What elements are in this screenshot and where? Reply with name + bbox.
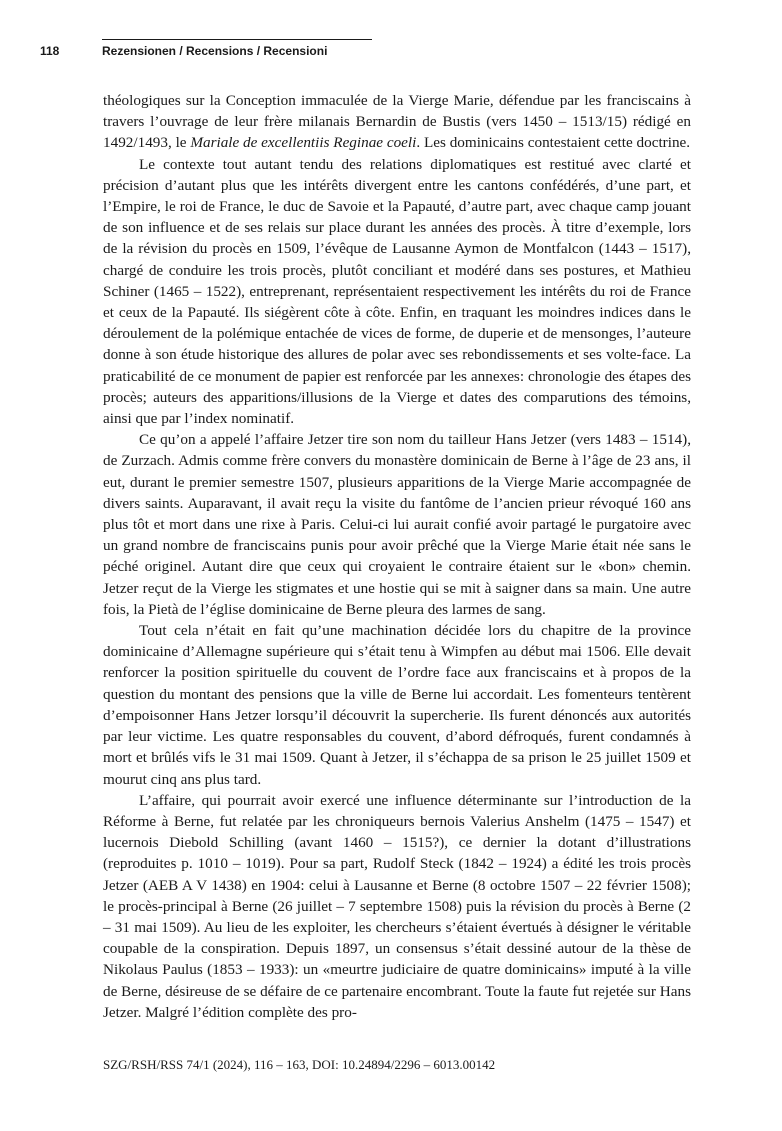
book-title-italic: Mariale de excellentiis Reginae coeli xyxy=(190,134,417,152)
header-rule xyxy=(102,39,372,40)
paragraph-3: Ce qu’on a appelé l’affaire Jetzer tire son nom du tailleur Hans Jetzer (vers 1483 – 1514), de Zurzach. Admis comme frère convers du monastère dominicain de Berne à l’âge de 23 ans, il eut, durant le premier semestre 1507, plusieurs apparitions de la Vierge Marie accompagnée de divers saints. Auparavant, il avait reçu la visite du fantôme de l’ancien prieur révoqué 160 ans plus tôt et mort dans une rixe à Paris. Celui-ci lui aurait confié avoir partagé le purgatoire avec un grand nombre de franciscains punis pour avoir prêché que la Vierge Marie était née sans le péché originel. Autant dire que ceux qui croyaient le contraire étaient sur le «bon» chemin. Jetzer reçut de la Vierge les stigmates et une hostie qui se mit à saigner dans sa main. Une autre fois, la Pietà de l’église dominicaine de Berne pleura des larmes de sang. xyxy=(103,431,691,618)
section-title: Rezensionen / Recensions / Recensioni xyxy=(102,44,328,58)
running-head xyxy=(40,44,680,58)
paragraph-4: Tout cela n’était en fait qu’une machination décidée lors du chapitre de la province dominicaine d’Allemagne supérieure qui s’était tenu à Wimpfen au début mai 1506. Elle devait renforcer la position spirituelle du couvent de l’ordre face aux franciscains et à propos de la question du montant des pensions que la ville de Berne lui accordait. Les fomenteurs tentèrent d’empoisonner Hans Jetzer lorsqu’il découvrit la supercherie. Ils furent dénoncés aux autorités par leur victime. Les quatre responsables du couvent, d’abord défroqués, furent condamnés à mort et brûlés vifs le 31 mai 1509. Quant à Jetzer, il s’échappa de sa prison le 25 juillet 1509 et mourut cinq ans plus tard. xyxy=(103,622,691,788)
paragraph-2: Le contexte tout autant tendu des relations diplomatiques est restitué avec clarté et précision d’autant plus que les intérêts divergent entre les cantons confédérés, d’une part, et l’Empire, le roi de France, le duc de Savoie et la Papauté, d’autre part, avec chaque camp jouant de son influence et de ses relais sur place durant les années des procès. À titre d’exemple, lors de la révision du procès en 1509, l’évêque de Lausanne Aymon de Montfalcon (1443 – 1517), chargé de conduire les trois procès, plutôt conciliant et modéré dans ses postures, et Mathieu Schiner (1465 – 1522), entreprenant, représentaient respectivement les intérêts du roi de France et ceux de la Papauté. Ils siégèrent côte à côte. Enfin, en traquant les moindres indices dans le déroulement de la polémique entachée de vices de forme, de duperie et de mensonges, l’auteure donne à son étude historique des allures de polar avec ses rebondissements et ses volte-face. La praticabilité de ce monument de papier est renforcée par les annexes: chronologie des étapes des procès; auteurs des apparitions/illusions de la Vierge et dates des comparutions des témoins, ainsi que par l’index nominatif. xyxy=(103,155,691,428)
article-body xyxy=(103,90,691,1023)
paragraph-1-text-after: . Les dominicains contestaient cette doctrine. xyxy=(416,134,691,152)
paragraph-5: L’affaire, qui pourrait avoir exercé une influence déterminante sur l’introduction de la Réforme à Berne, fut relatée par les chroniqueurs bernois Valerius Anshelm (1475 – 1547) et lucernois Diebold Schilling (avant 1460 – 1515?), ce dernier la dotant d’illustrations (reproduites p. 1010 – 1019). Pour sa part, Rudolf Steck (1842 – 1924) a édité les trois procès Jetzer (AEB A V 1438) en 1904: celui à Lausanne et Berne (8 octobre 1507 – 22 février 1508); le procès-principal à Berne (26 juillet – 7 septembre 1508) puis la révision du procès à Berne (2 – 31 mai 1509). Au lieu de les exploiter, les chercheurs s’étaient évertués à désigner le véritable coupable de la conspiration. Depuis 1897, un consensus s’était dessiné autour de la thèse de Nikolaus Paulus (1853 – 1933): un «meurtre judiciaire de quatre dominicains» imputé à la ville de Berne, désireuse de se défaire de ce partenaire encombrant. Toute la faute fut rejetée sur Hans Jetzer. Malgré l’édition complète des pro- xyxy=(103,791,691,1021)
page-number: 118 xyxy=(40,44,60,58)
paragraph-1 xyxy=(103,90,691,154)
paragraph-1-text-before: théologiques sur la Conception immaculée de la Vierge Marie, défendue par les franciscains à travers l’ouvrage de leur frère milanais Bernardin de Bustis (vers 1450 – 1513/15) rédigé en 1492/1493, le xyxy=(103,92,691,152)
footer-citation: SZG/RSH/RSS 74/1 (2024), 116 – 163, DOI: 10.24894/2296 – 6013.00142 xyxy=(103,1057,496,1072)
